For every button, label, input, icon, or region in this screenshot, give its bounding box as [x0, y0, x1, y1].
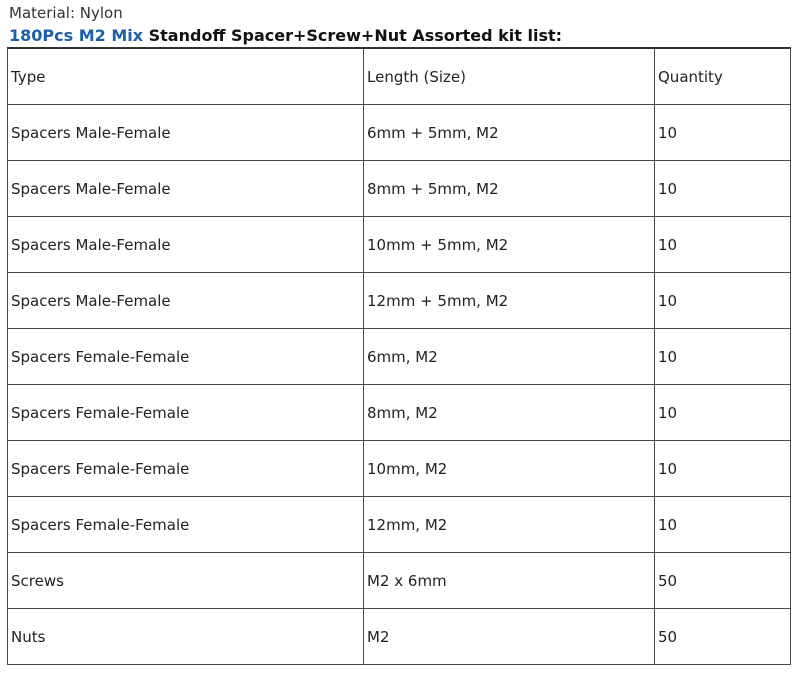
cell-length: M2 x 6mm	[364, 553, 655, 609]
cell-type: Spacers Male-Female	[8, 217, 364, 273]
table-row	[8, 553, 791, 609]
table-row	[8, 105, 791, 161]
cell-type: Screws	[8, 553, 364, 609]
heading-rest: Standoff Spacer+Screw+Nut Assorted kit list:	[143, 26, 563, 45]
table-row	[8, 609, 791, 665]
cell-length: 10mm + 5mm, M2	[364, 217, 655, 273]
cell-quantity: 10	[655, 217, 791, 273]
cell-quantity: 10	[655, 105, 791, 161]
cell-length: M2	[364, 609, 655, 665]
cell-quantity: 10	[655, 329, 791, 385]
cell-quantity: 50	[655, 553, 791, 609]
table-row	[8, 497, 791, 553]
cell-type: Spacers Female-Female	[8, 385, 364, 441]
cell-type: Spacers Female-Female	[8, 497, 364, 553]
table-row	[8, 441, 791, 497]
cell-length: 8mm + 5mm, M2	[364, 161, 655, 217]
table-header-row	[8, 48, 791, 105]
cell-type: Spacers Male-Female	[8, 105, 364, 161]
table-row	[8, 329, 791, 385]
cell-type: Spacers Female-Female	[8, 329, 364, 385]
table-row	[8, 217, 791, 273]
table-row	[8, 161, 791, 217]
cell-quantity: 10	[655, 385, 791, 441]
cell-length: 12mm, M2	[364, 497, 655, 553]
table-row	[8, 273, 791, 329]
cell-type: Spacers Male-Female	[8, 161, 364, 217]
heading-highlight: 180Pcs M2 Mix	[9, 26, 144, 45]
cell-quantity: 10	[655, 273, 791, 329]
cell-quantity: 10	[655, 497, 791, 553]
cell-length: 6mm + 5mm, M2	[364, 105, 655, 161]
cell-length: 8mm, M2	[364, 385, 655, 441]
cell-length: 6mm, M2	[364, 329, 655, 385]
cell-length: 10mm, M2	[364, 441, 655, 497]
cell-quantity: 50	[655, 609, 791, 665]
cell-type: Nuts	[8, 609, 364, 665]
cell-quantity: 10	[655, 441, 791, 497]
header-quantity: Quantity	[655, 48, 791, 105]
cell-type: Spacers Male-Female	[8, 273, 364, 329]
header-length: Length (Size)	[364, 48, 655, 105]
material-text: Material: Nylon	[9, 4, 123, 22]
kit-list-heading	[9, 26, 562, 45]
cell-type: Spacers Female-Female	[8, 441, 364, 497]
header-type: Type	[8, 48, 364, 105]
kit-table	[7, 47, 791, 665]
cell-quantity: 10	[655, 161, 791, 217]
cell-length: 12mm + 5mm, M2	[364, 273, 655, 329]
table-row	[8, 385, 791, 441]
